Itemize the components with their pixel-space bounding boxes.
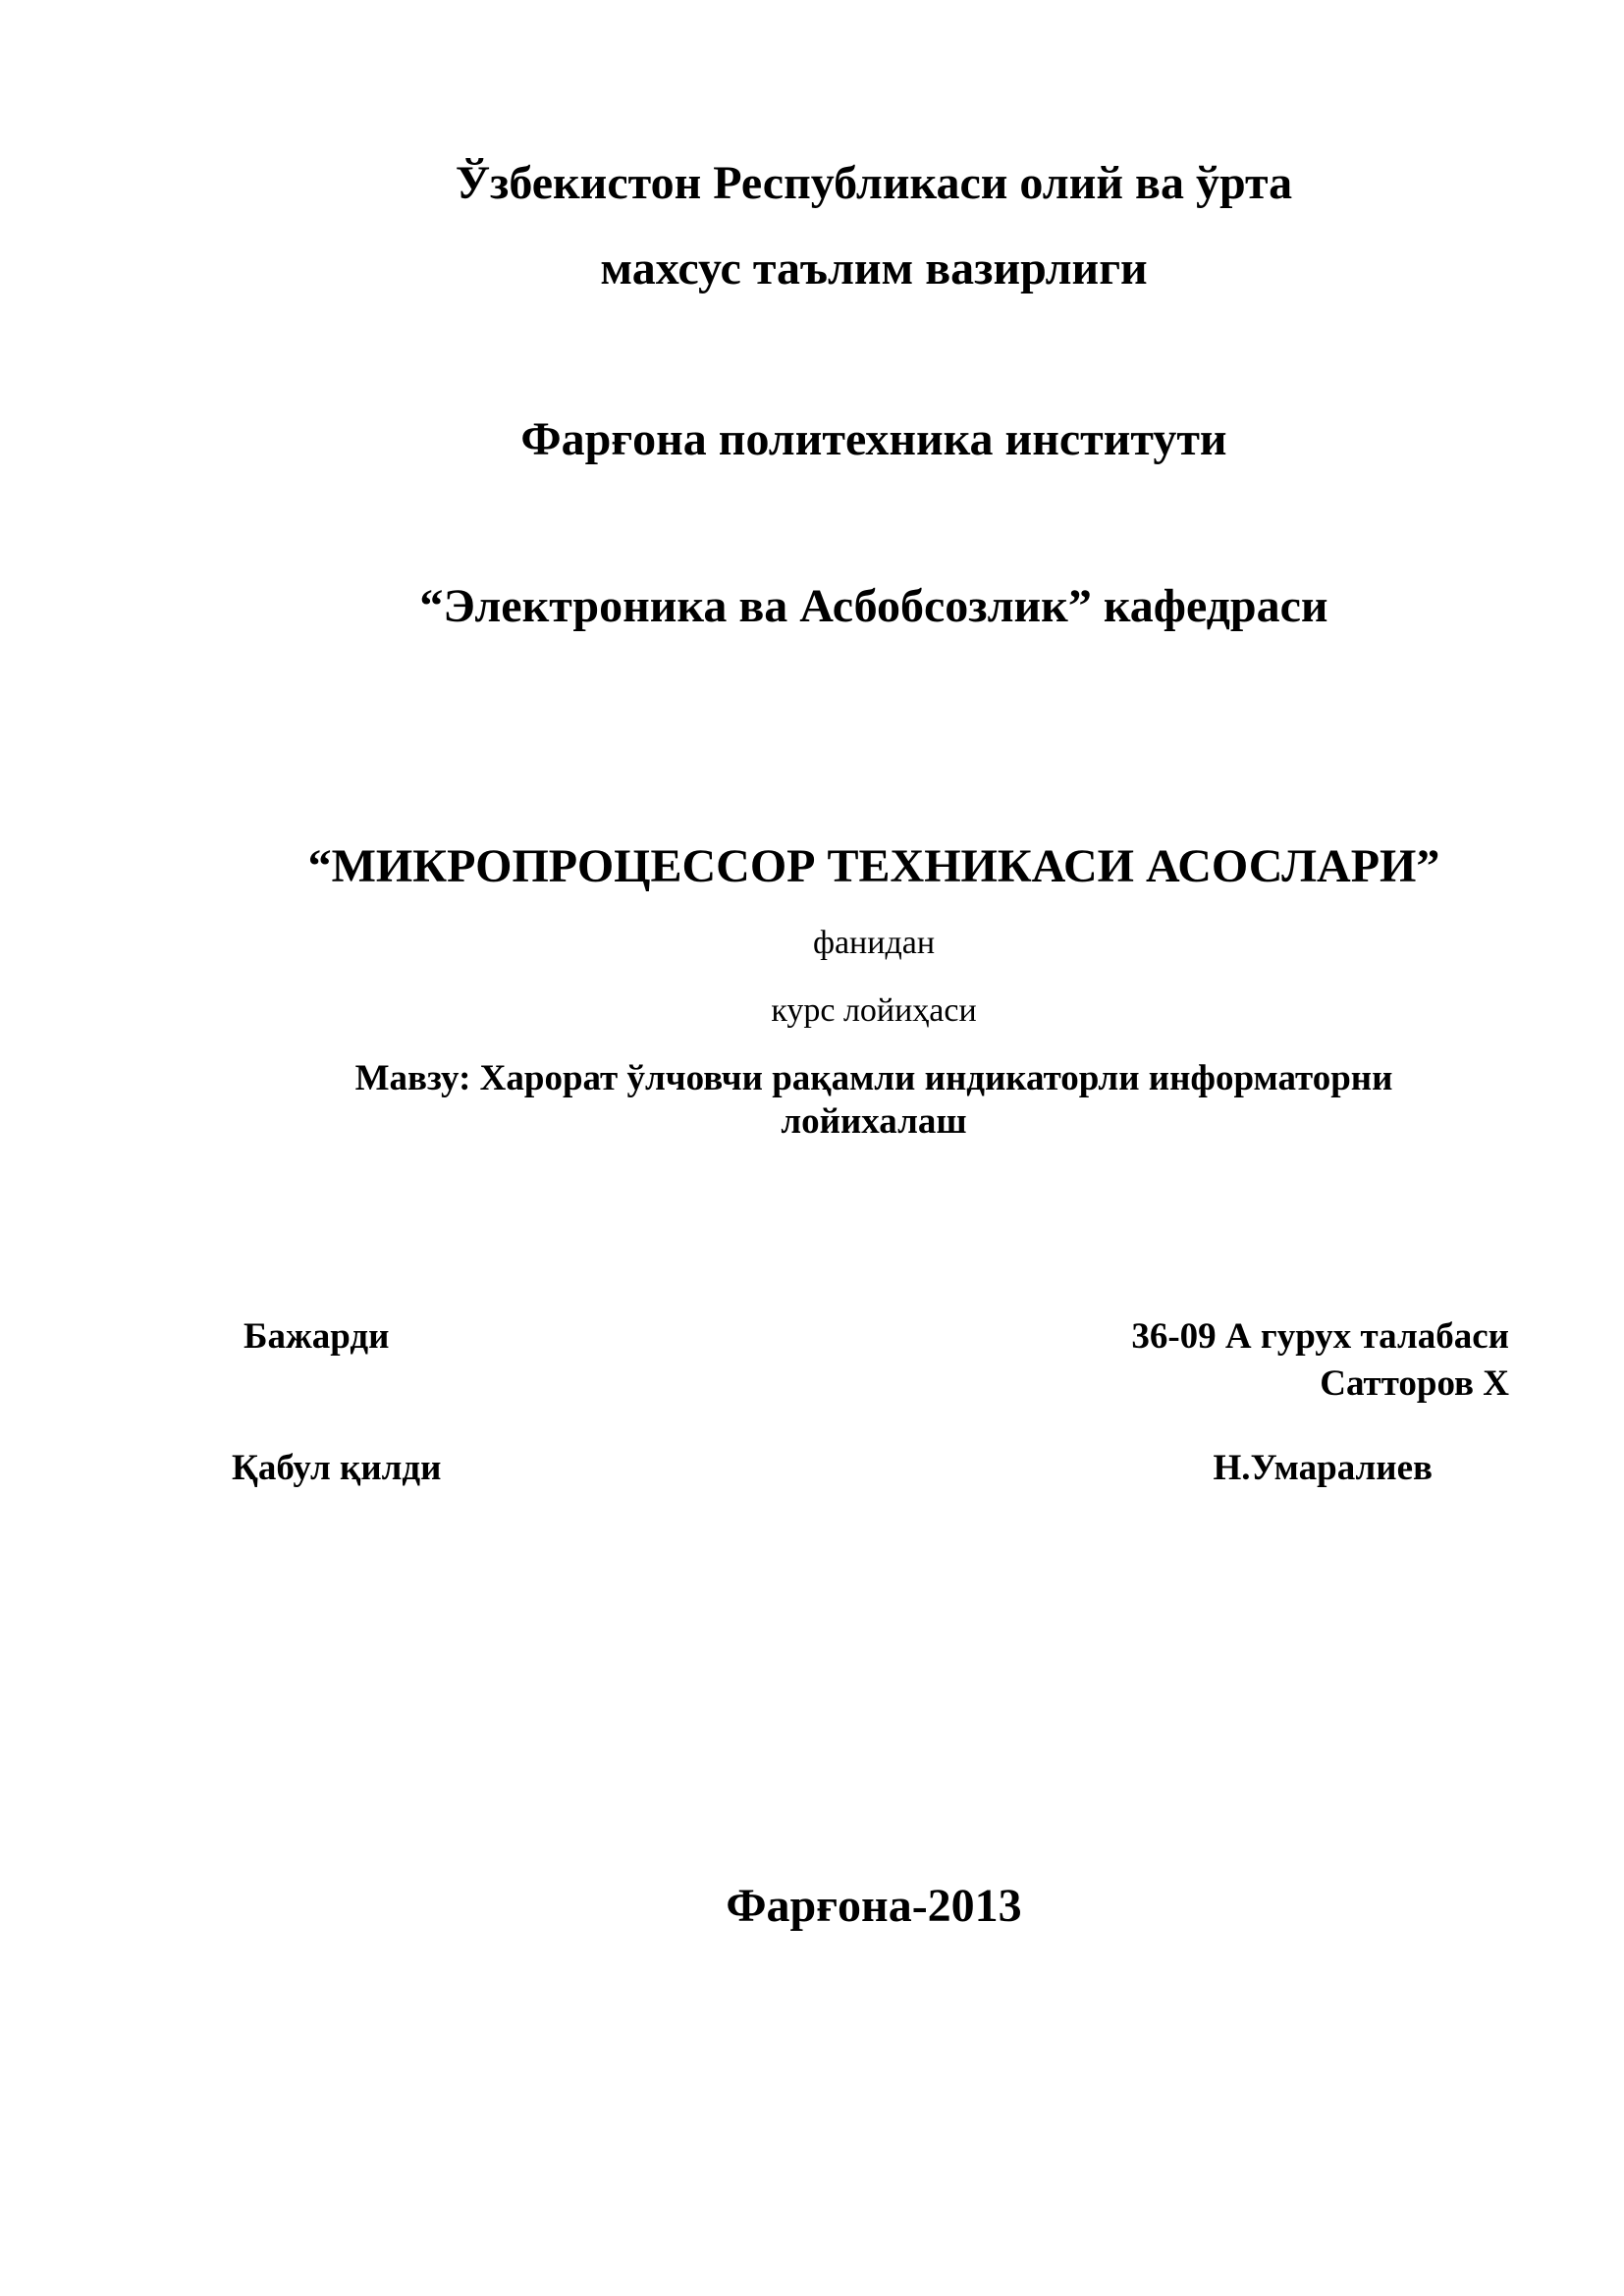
accepted-by-label: Қабул қилди [232,1448,442,1488]
student-group: 36-09 А гурух талабаси [1131,1316,1509,1357]
ministry-title-line-2: махсус таълим вазирлиги [600,242,1148,294]
institute-name: Фарғона политехника институти [520,413,1227,465]
work-type: курс лойиҳаси [771,992,977,1029]
city-year: Фарғона-2013 [726,1880,1022,1932]
supervisor-name: Н.Умаралиев [1213,1448,1433,1488]
topic-line-1: Мавзу: Харорат ўлчовчи рақамли индикаторли информаторни [354,1058,1393,1098]
subject-suffix: фанидан [812,925,936,961]
department-name: “Электроника ва Асбобсозлик” кафедраси [419,580,1328,632]
topic-line-2: лойихалаш [781,1101,967,1142]
student-name: Сатторов Х [1320,1363,1509,1404]
subject-title: “МИКРОПРОЦЕССОР ТЕХНИКАСИ АСОСЛАРИ” [307,840,1440,892]
ministry-title-line-1: Ўзбекистон Республикаси олий ва ўрта [455,157,1293,209]
done-by-label: Бажарди [244,1316,390,1357]
